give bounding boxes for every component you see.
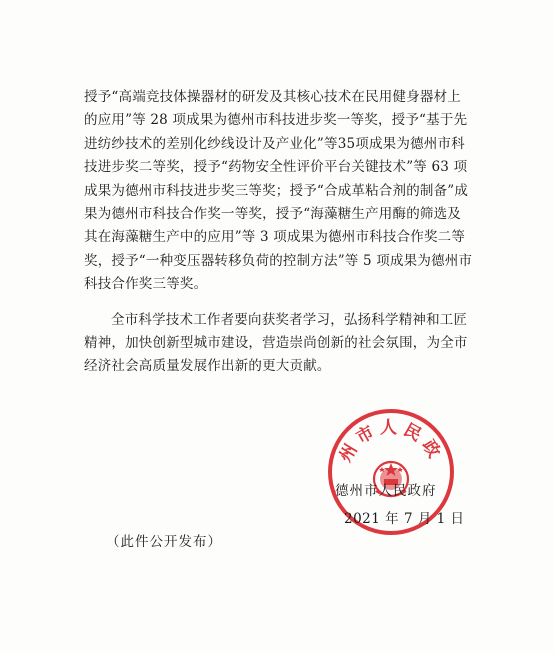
paragraph-1-line: 授予“高端竞技体操器材的研发及其核心技术在民用健身器材上 bbox=[84, 89, 462, 105]
paragraph-1-line: 其在海藻糖生产中的应用”等 3 项成果为德州市科技合作奖二等 bbox=[84, 229, 466, 246]
paragraph-2-line: 精神，加快创新型城市建设，营造崇尚创新的社会氛围，为全市 bbox=[84, 335, 468, 352]
paragraph-2-line: 全市科学技术工作者要向获奖者学习，弘扬科学精神和工匠 bbox=[111, 311, 468, 328]
issue-date: 2021 年 7 月 1 日 bbox=[344, 511, 465, 527]
issuer-signature: 德州市人民政府 bbox=[335, 483, 437, 499]
paragraph-1-line: 的应用”等 28 项成果为德州市科技进步奖一等奖，授予“基于先 bbox=[84, 112, 468, 129]
paragraph-1-line: 技进步奖二等奖，授予“药物安全性评价平台关键技术”等 63 项 bbox=[84, 159, 468, 176]
paragraph-1-line: 科技合作奖三等奖。 bbox=[84, 276, 208, 293]
document-body bbox=[84, 86, 498, 379]
paragraph-2-line: 经济社会高质量发展作出新的更大贡献。 bbox=[84, 358, 331, 375]
paragraph-1-line: 果为德州市科技合作奖一等奖，授予“海藻糖生产用酶的筛选及 bbox=[84, 206, 462, 223]
paragraph-1-line: 进纺纱技术的差别化纱线设计及产业化”等35项成果为德州市科 bbox=[84, 135, 465, 152]
publication-notice: （此件公开发布） bbox=[106, 534, 222, 550]
paragraph-1-line: 成果为德州市科技进步奖三等奖；授予“合成革粘合剂的制备”成 bbox=[84, 182, 469, 199]
svg-text:州市人民政: 州市人民政 bbox=[335, 418, 447, 466]
paragraph-gap bbox=[84, 297, 498, 309]
paragraph-1-line: 奖，授予“一种变压器转移负荷的控制方法”等 5 项成果为德州市 bbox=[84, 252, 473, 269]
